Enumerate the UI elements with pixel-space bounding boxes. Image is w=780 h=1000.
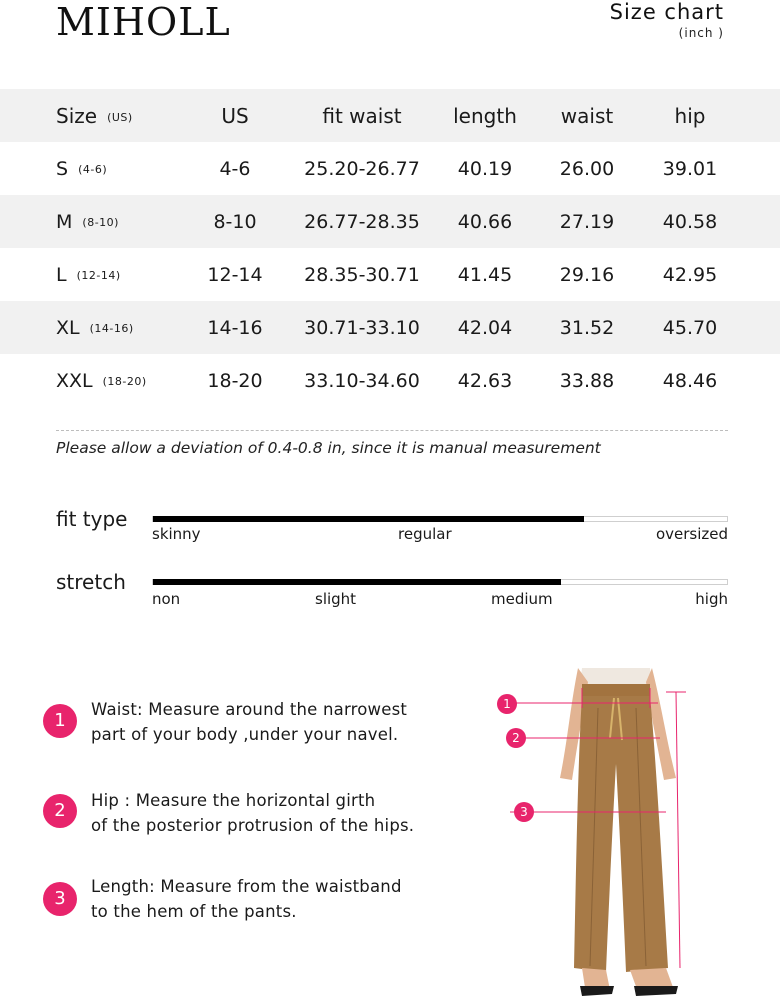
length-cell: 40.66 (457, 210, 513, 233)
size-sub: (4-6) (78, 162, 108, 176)
waist-instruction (91, 697, 407, 747)
fit-type-bar (152, 516, 728, 522)
right-sandal (634, 986, 678, 996)
length-cell: 42.63 (457, 369, 513, 392)
hip-cell: 40.58 (662, 210, 718, 233)
waistband (582, 684, 650, 698)
hip-cell: 42.95 (662, 263, 718, 286)
us-cell: 12-14 (207, 263, 263, 286)
table-row (0, 354, 780, 407)
brand-logo: MIHOLL (56, 0, 231, 44)
length-instruction-line1: Length: Measure from the waistband (91, 877, 402, 896)
hip-instruction (91, 788, 414, 838)
length-cell: 42.04 (457, 316, 513, 339)
stretch-bar (152, 579, 728, 585)
fit-type-label: fit type (56, 507, 128, 531)
hip-instruction-line1: Hip : Measure the horizontal girth (91, 791, 376, 810)
us-cell: 4-6 (219, 157, 251, 180)
table-row (0, 142, 780, 195)
length-cell: 41.45 (457, 263, 513, 286)
waist-cell: 26.00 (559, 157, 615, 180)
size-label: L (56, 263, 67, 286)
fit-tick-regular: regular (398, 525, 452, 543)
chart-title: Size chart (609, 0, 724, 24)
header-size (56, 104, 133, 128)
header-hip: hip (674, 103, 706, 128)
fit-type-bar-fill (153, 516, 584, 522)
divider (56, 430, 728, 431)
table-row (0, 301, 780, 354)
size-cell (56, 158, 107, 180)
stretch-tick-high: high (695, 590, 728, 608)
marker-2: 2 (506, 728, 526, 748)
size-table (0, 89, 780, 407)
size-sub: (18-20) (102, 374, 147, 388)
header-us: US (221, 103, 249, 128)
hip-cell: 48.46 (662, 369, 718, 392)
chart-unit: (inch ) (678, 26, 724, 40)
left-sandal (580, 986, 614, 996)
pants-illustration (490, 668, 720, 1000)
hip-cell: 45.70 (662, 316, 718, 339)
stretch-tick-slight: slight (315, 590, 357, 608)
fit-tick-skinny: skinny (152, 525, 201, 543)
stretch-bar-fill (153, 579, 561, 585)
step-2-badge: 2 (43, 794, 77, 828)
stretch-label: stretch (56, 570, 126, 594)
step-1-badge: 1 (43, 704, 77, 738)
size-sub: (12-14) (76, 268, 121, 282)
size-sub: (8-10) (82, 215, 119, 229)
waist-cell: 31.52 (559, 316, 615, 339)
fit-waist-cell: 26.77-28.35 (304, 210, 420, 233)
length-vertical-line (676, 692, 680, 968)
hip-instruction-line2: of the posterior protrusion of the hips. (91, 816, 415, 835)
us-cell: 14-16 (207, 316, 263, 339)
hip-cell: 39.01 (662, 157, 718, 180)
length-instruction (91, 874, 402, 924)
fit-tick-oversized: oversized (655, 525, 728, 543)
fit-waist-cell: 25.20-26.77 (304, 157, 420, 180)
step-3-badge: 3 (43, 882, 77, 916)
waist-cell: 29.16 (559, 263, 615, 286)
us-cell: 18-20 (207, 369, 263, 392)
table-header-row (0, 89, 780, 142)
length-cell: 40.19 (457, 157, 513, 180)
fit-waist-cell: 30.71-33.10 (304, 316, 420, 339)
waist-cell: 33.88 (559, 369, 615, 392)
stretch-tick-non: non (152, 590, 181, 608)
marker-1: 1 (497, 694, 517, 714)
size-cell (56, 317, 134, 339)
header-fit-waist: fit waist (322, 103, 402, 128)
size-label: S (56, 157, 69, 180)
waist-cell: 27.19 (559, 210, 615, 233)
size-label: XXL (56, 369, 93, 392)
table-row (0, 248, 780, 301)
size-cell (56, 211, 119, 233)
stretch-tick-medium: medium (491, 590, 553, 608)
size-cell (56, 370, 147, 392)
size-cell (56, 264, 121, 286)
waist-instruction-line1: Waist: Measure around the narrowest (91, 700, 408, 719)
pants-model-photo (490, 668, 720, 1000)
top-garment (580, 668, 652, 686)
header-length: length (453, 103, 517, 128)
size-label: XL (56, 316, 80, 339)
size-sub: (14-16) (89, 321, 134, 335)
header-size-sub: (US) (107, 110, 133, 124)
fit-waist-cell: 28.35-30.71 (304, 263, 420, 286)
size-label: M (56, 210, 73, 233)
marker-3: 3 (514, 802, 534, 822)
header-size-label: Size (56, 103, 98, 128)
header-waist: waist (560, 103, 614, 128)
length-instruction-line2: to the hem of the pants. (91, 902, 297, 921)
deviation-note: Please allow a deviation of 0.4-0.8 in, since it is manual measurement (56, 439, 601, 457)
table-row (0, 195, 780, 248)
fit-waist-cell: 33.10-34.60 (304, 369, 420, 392)
us-cell: 8-10 (213, 210, 257, 233)
waist-instruction-line2: part of your body ,under your navel. (91, 725, 399, 744)
